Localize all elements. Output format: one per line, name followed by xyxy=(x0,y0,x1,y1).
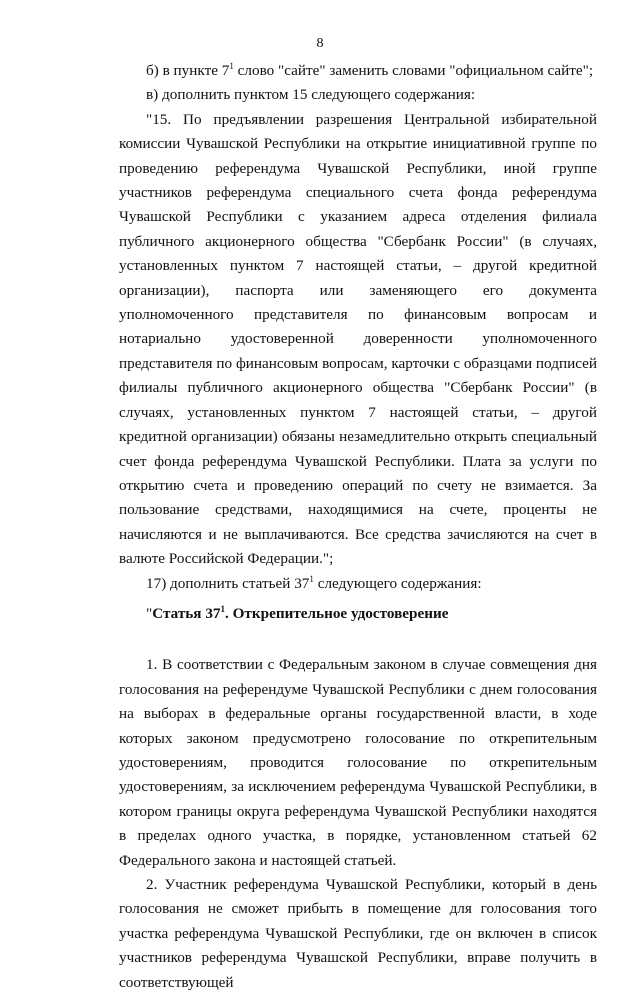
item-17-text-end: следующего содержания: xyxy=(313,574,482,592)
article-heading xyxy=(119,602,597,626)
item-17-text-start: 17) дополнить статьей 37 xyxy=(146,574,310,592)
page-number: 8 xyxy=(316,36,324,51)
item-17-superscript: 1 xyxy=(309,573,314,584)
article-paragraph-1: 1. В соответствии с Федеральным законом в случае совмещения дня голосования на референдуме Чувашской Республики с днем голосования на выборах в федеральные органы государственной власти, в ходе которых законом предусмотрено голосование по открепительным удостоверениям, проводится голосование по открепительным удостоверениям, за исключением референдума Чувашской Республики, в котором границы округа референдума Чувашской Республики находятся в пределах одного участка, в порядке, установленном статьей 62 Федерального закона и настоящей статьей. xyxy=(119,656,597,869)
item-b xyxy=(119,59,597,83)
spacer xyxy=(119,626,597,653)
document-body xyxy=(119,59,597,995)
item-b-text-end: слово "сайте" заменить словами "официальном сайте"; xyxy=(233,62,594,79)
item-b-text-start: б) в пункте 7 xyxy=(146,62,230,79)
article-heading-title: Статья 37 xyxy=(152,604,221,622)
article-heading-quote: " xyxy=(146,604,153,622)
article-heading-superscript: 1 xyxy=(220,603,226,614)
paragraph-15: "15. По предъявлении разрешения Центральной избирательной комиссии Чувашской Республики на открытие инициативной группе по проведению референдума Чувашской Республики, иной группе участников референдума специального счета фонда референдума Чувашской Республики с указанием адреса отделения филиала публичного акционерного общества "Сбербанк России" (в случаях, установленных пунктом 7 настоящей статьи, – другой кредитной организации), паспорта или заменяющего его документа уполномоченного представителя по финансовым вопросам и нотариально удостоверенной доверенности уполномоченного представителя по финансовым вопросам, карточки с образцами подписей филиалы публичного акционерного общества "Сбербанк России" (в случаях, установленных пунктом 7 настоящей статьи, – другой кредитной организации) обязаны незамедлительно открыть специальный счет фонда референдума Чувашской Республики. Плата за услуги по открытию счета и проведению операций по счету не взимается. За пользование средствами, находящимися на счете, проценты не начисляются и не выплачиваются. Все средства зачисляются на счет в валюте Российской Федерации."; xyxy=(119,110,597,568)
item-17 xyxy=(119,572,597,596)
article-paragraph-2: 2. Участник референдума Чувашской Республики, который в день голосования не сможет прибыть в помещение для голосования того участка референдума Чувашской Республики, где он включен в список участников референдума Чувашской Республики, вправе получить в соответствующей xyxy=(119,876,597,991)
item-v: в) дополнить пунктом 15 следующего содержания: xyxy=(146,86,476,104)
article-heading-subtitle: . Открепительное удостоверение xyxy=(225,604,449,622)
item-b-superscript: 1 xyxy=(229,61,234,71)
